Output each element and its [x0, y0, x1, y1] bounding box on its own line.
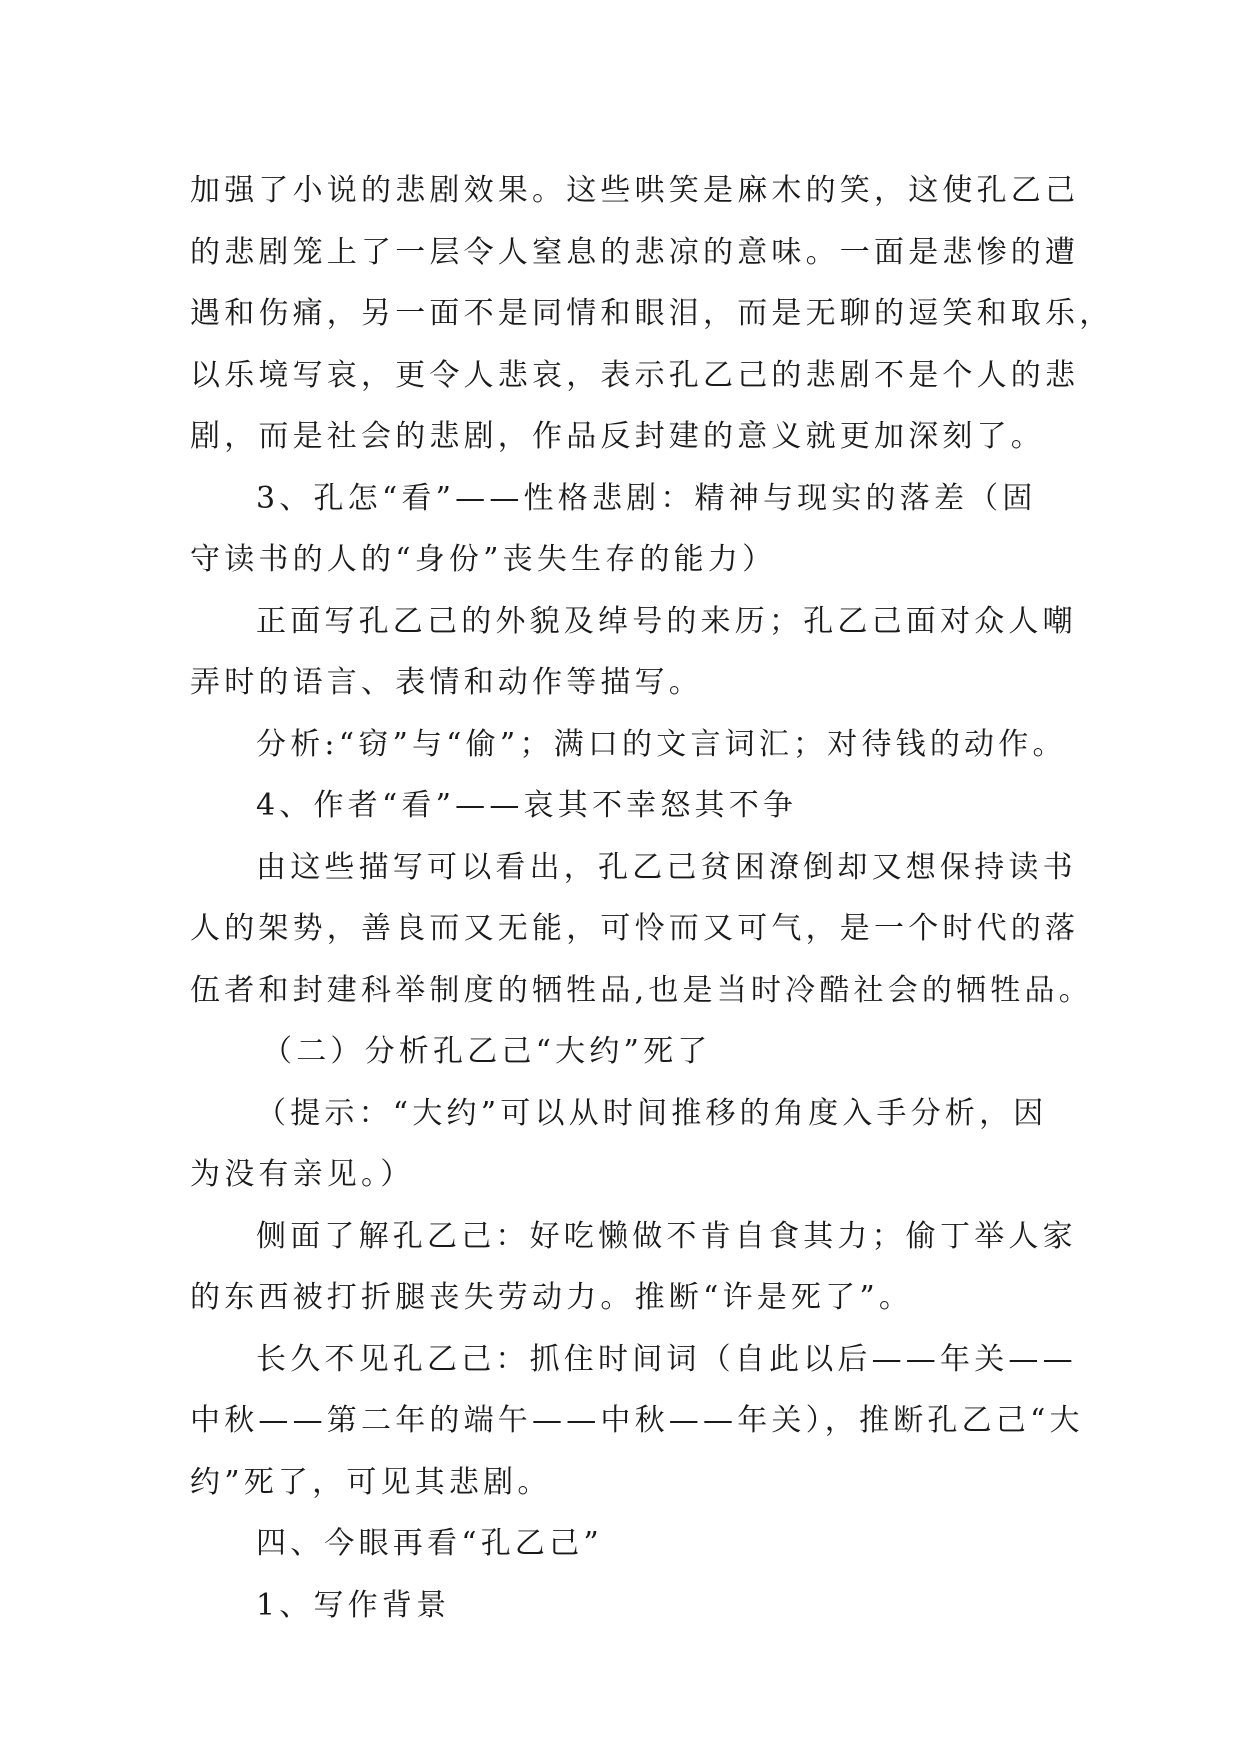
- paragraph-start: 正面写孔乙己的外貌及绰号的来历；孔乙己面对众人嘲: [256, 603, 1077, 639]
- text-line: 守读书的人的“身份”丧失生存的能力）: [190, 542, 777, 577]
- body-text: [190, 160, 1114, 1636]
- text-line: 伍者和封建科举制度的牺牲品,也是当时冷酷社会的牺牲品。: [190, 972, 1093, 1008]
- text-line: 以乐境写哀，更令人悲哀，表示孔乙己的悲剧不是个人的悲: [190, 357, 1080, 393]
- text-line: 加强了小说的悲剧效果。这些哄笑是麻木的笑，这使孔乙己: [190, 173, 1080, 208]
- text-line: 为没有亲见。）: [190, 1157, 415, 1192]
- text-line: 遇和伤痛，另一面不是同情和眼泪，而是无聊的逗笑和取乐，: [190, 296, 1114, 331]
- text-line: 弄时的语言、表情和动作等描写。: [190, 665, 703, 700]
- section-heading: （二）分析孔乙己“大约”死了: [262, 1034, 712, 1069]
- section-heading: 3、孔怎“看”——性格悲剧：精神与现实的落差（固: [256, 480, 1037, 516]
- text-line: 中秋——第二年的端午——中秋——年关），推断孔乙己“大: [190, 1403, 1084, 1438]
- text-line: 约”死了，可见其悲剧。: [190, 1464, 552, 1500]
- text-line: 人的架势，善良而又无能，可怜而又可气，是一个时代的落: [190, 911, 1080, 946]
- paragraph-start: （提示：“大约”可以从时间推移的角度入手分析，因: [256, 1095, 1048, 1131]
- paragraph-start: 分析:“窃”与“偷”；满口的文言词汇；对待钱的动作。: [256, 726, 1067, 762]
- text-line: 的东西被打折腿丧失劳动力。推断“许是死了”。: [190, 1280, 914, 1315]
- section-heading: 四、今眼再看“孔乙己”: [256, 1526, 603, 1561]
- paragraph-start: 长久不见孔乙己：抓住时间词（自此以后——年关——: [256, 1341, 1077, 1377]
- text-line: 的悲剧笼上了一层令人窒息的悲凉的意味。一面是悲惨的遭: [190, 234, 1080, 270]
- section-heading: 4、作者“看”——哀其不幸怒其不争: [256, 788, 798, 823]
- section-heading: 1、写作背景: [256, 1587, 451, 1623]
- paragraph-start: 侧面了解孔乙己：好吃懒做不肯自食其力；偷丁举人家: [256, 1218, 1077, 1254]
- paragraph-start: 由这些描写可以看出，孔乙己贫困潦倒却又想保持读书: [256, 849, 1077, 885]
- text-line: 剧，而是社会的悲剧，作品反封建的意义就更加深刻了。: [190, 419, 1045, 454]
